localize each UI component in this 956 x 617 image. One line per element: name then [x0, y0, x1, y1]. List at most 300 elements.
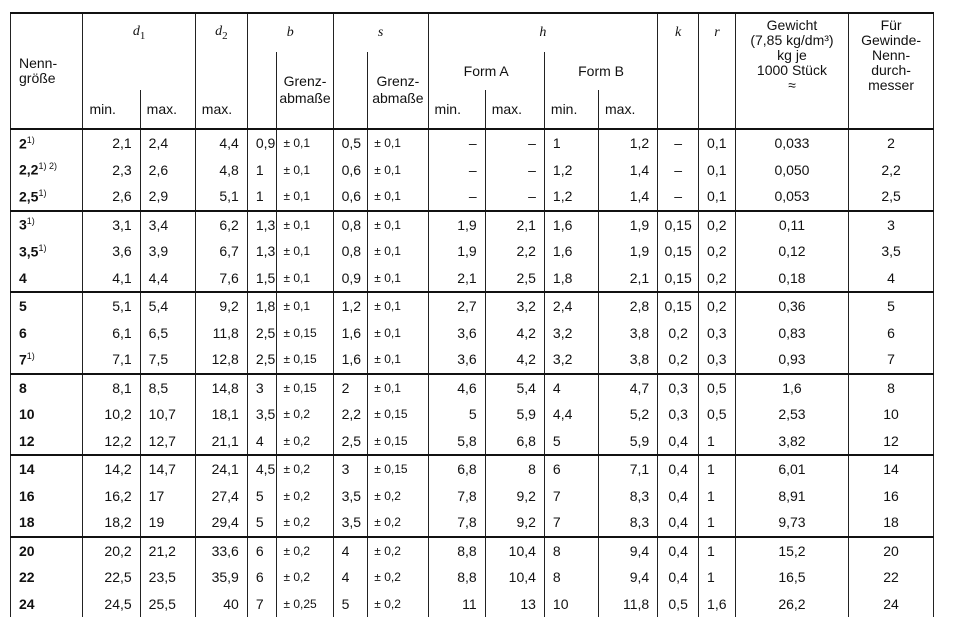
cell-r: 0,1	[699, 183, 736, 211]
cell-gewinde-durchmesser: 3	[849, 211, 934, 239]
table-row	[11, 591, 934, 617]
cell-gewicht: 0,18	[735, 265, 848, 293]
cell-b: 2,5	[247, 346, 277, 374]
cell-gewinde-durchmesser: 7	[849, 346, 934, 374]
cell-form-b-max: 7,1	[599, 455, 658, 483]
cell-k: 0,5	[658, 591, 699, 617]
cell-gewicht: 0,36	[735, 292, 848, 320]
cell-b: 6	[247, 564, 277, 591]
cell-b-tolerance: ± 0,1	[277, 265, 333, 293]
cell-k: 0,4	[658, 564, 699, 591]
cell-k: 0,4	[658, 509, 699, 537]
header-form-b-max: max.	[599, 90, 658, 129]
cell-form-a-max: 3,2	[485, 292, 544, 320]
cell-nenngroesse	[11, 346, 83, 374]
cell-s-tolerance: ± 0,1	[368, 292, 428, 320]
table-row	[11, 183, 934, 211]
cell-s-tolerance: ± 0,2	[368, 483, 428, 510]
table-row	[11, 320, 934, 347]
footnote-marker: 1)	[27, 351, 35, 361]
cell-s: 1,2	[333, 292, 368, 320]
header-form-a: Form A	[428, 52, 544, 90]
cell-b: 4,5	[247, 455, 277, 483]
cell-s: 0,8	[333, 211, 368, 239]
cell-d2-max: 24,1	[195, 455, 247, 483]
cell-r: 0,3	[699, 320, 736, 347]
cell-form-a-min: 1,9	[428, 238, 485, 265]
table-row	[11, 211, 934, 239]
cell-b-tolerance: ± 0,25	[277, 591, 333, 617]
header-h: h	[428, 13, 658, 52]
cell-form-a-max: 10,4	[485, 537, 544, 565]
cell-gewinde-durchmesser: 18	[849, 509, 934, 537]
cell-b-tolerance: ± 0,2	[277, 455, 333, 483]
footnote-marker: 1)	[38, 243, 46, 253]
cell-form-a-max: –	[485, 157, 544, 184]
cell-form-a-max: 9,2	[485, 509, 544, 537]
washer-dimension-table-sheet	[10, 12, 934, 612]
header-form-b: Form B	[544, 52, 657, 90]
cell-form-b-max: 2,1	[599, 265, 658, 293]
cell-s: 0,6	[333, 183, 368, 211]
cell-s-tolerance: ± 0,1	[368, 157, 428, 184]
cell-d2-max: 18,1	[195, 401, 247, 428]
nenngroesse-value: 8	[19, 380, 27, 396]
cell-s: 2,5	[333, 428, 368, 456]
cell-s-tolerance: ± 0,1	[368, 346, 428, 374]
cell-gewicht: 1,6	[735, 374, 848, 402]
cell-b-tolerance: ± 0,2	[277, 401, 333, 428]
cell-k: 0,3	[658, 374, 699, 402]
cell-nenngroesse	[11, 537, 83, 565]
cell-form-b-min: 6	[544, 455, 598, 483]
cell-r: 0,1	[699, 129, 736, 157]
cell-form-b-max: 3,8	[599, 346, 658, 374]
cell-d1-max: 21,2	[140, 537, 195, 565]
cell-gewinde-durchmesser: 14	[849, 455, 934, 483]
header-d2: $d_2$	[195, 13, 247, 52]
table-row	[11, 428, 934, 456]
cell-r: 1	[699, 428, 736, 456]
cell-form-b-min: 1,6	[544, 238, 598, 265]
nenngroesse-value: 10	[19, 406, 35, 422]
cell-form-a-max: 5,9	[485, 401, 544, 428]
cell-gewinde-durchmesser: 5	[849, 292, 934, 320]
cell-gewicht: 0,050	[735, 157, 848, 184]
cell-r: 0,3	[699, 346, 736, 374]
cell-r: 0,2	[699, 211, 736, 239]
cell-s-tolerance: ± 0,15	[368, 401, 428, 428]
cell-d2-max: 11,8	[195, 320, 247, 347]
cell-r: 1	[699, 483, 736, 510]
cell-s-tolerance: ± 0,1	[368, 374, 428, 402]
cell-form-a-min: 8,8	[428, 537, 485, 565]
cell-form-b-min: 10	[544, 591, 598, 617]
cell-form-a-max: 9,2	[485, 483, 544, 510]
table-row	[11, 537, 934, 565]
cell-k: 0,4	[658, 537, 699, 565]
cell-nenngroesse	[11, 455, 83, 483]
cell-d2-max: 14,8	[195, 374, 247, 402]
nenngroesse-value: 3,5	[19, 244, 38, 260]
cell-form-b-max: 4,7	[599, 374, 658, 402]
nenngroesse-value: 7	[19, 352, 27, 368]
cell-s-tolerance: ± 0,1	[368, 320, 428, 347]
nenngroesse-value: 2	[19, 136, 27, 152]
cell-b: 1	[247, 183, 277, 211]
cell-k: –	[658, 183, 699, 211]
cell-r: 1	[699, 455, 736, 483]
cell-form-a-max: –	[485, 183, 544, 211]
nenngroesse-value: 18	[19, 514, 35, 530]
cell-nenngroesse	[11, 211, 83, 239]
cell-gewicht: 15,2	[735, 537, 848, 565]
cell-form-a-min: 5	[428, 401, 485, 428]
cell-b: 3,5	[247, 401, 277, 428]
cell-r: 0,1	[699, 157, 736, 184]
cell-form-a-max: 6,8	[485, 428, 544, 456]
cell-s-tolerance: ± 0,2	[368, 537, 428, 565]
cell-r: 0,5	[699, 401, 736, 428]
cell-k: 0,15	[658, 211, 699, 239]
cell-gewicht: 0,033	[735, 129, 848, 157]
cell-nenngroesse	[11, 265, 83, 293]
cell-d1-min: 8,1	[83, 374, 140, 402]
cell-form-a-min: 2,7	[428, 292, 485, 320]
cell-gewinde-durchmesser: 8	[849, 374, 934, 402]
nenngroesse-value: 2,5	[19, 189, 38, 205]
cell-d1-min: 5,1	[83, 292, 140, 320]
cell-form-b-max: 9,4	[599, 564, 658, 591]
cell-d2-max: 5,1	[195, 183, 247, 211]
nenngroesse-value: 6	[19, 325, 27, 341]
cell-r: 1	[699, 509, 736, 537]
header-gewinde-durchmesser: Für Gewinde- Nenn- durch- messer	[849, 13, 934, 129]
cell-form-b-max: 1,4	[599, 183, 658, 211]
cell-b-tolerance: ± 0,2	[277, 428, 333, 456]
cell-s: 3,5	[333, 509, 368, 537]
nenngroesse-value: 20	[19, 543, 35, 559]
cell-form-b-max: 1,4	[599, 157, 658, 184]
table-row	[11, 292, 934, 320]
cell-r: 0,2	[699, 292, 736, 320]
cell-s: 0,5	[333, 129, 368, 157]
cell-b: 1,3	[247, 238, 277, 265]
table-row	[11, 346, 934, 374]
cell-nenngroesse	[11, 157, 83, 184]
cell-s-tolerance: ± 0,1	[368, 265, 428, 293]
nenngroesse-value: 4	[19, 270, 27, 286]
cell-gewinde-durchmesser: 4	[849, 265, 934, 293]
cell-k: 0,2	[658, 320, 699, 347]
cell-nenngroesse	[11, 483, 83, 510]
cell-r: 0,5	[699, 374, 736, 402]
cell-b: 5	[247, 483, 277, 510]
cell-form-b-min: 1,2	[544, 157, 598, 184]
cell-form-b-max: 11,8	[599, 591, 658, 617]
table-row	[11, 401, 934, 428]
cell-form-a-max: 4,2	[485, 346, 544, 374]
cell-form-a-min: –	[428, 129, 485, 157]
table-body	[11, 129, 934, 617]
cell-form-a-min: 5,8	[428, 428, 485, 456]
cell-nenngroesse	[11, 564, 83, 591]
cell-gewicht: 0,11	[735, 211, 848, 239]
table-row	[11, 374, 934, 402]
table-row	[11, 238, 934, 265]
cell-d2-max: 33,6	[195, 537, 247, 565]
cell-b: 0,9	[247, 129, 277, 157]
cell-gewicht: 26,2	[735, 591, 848, 617]
table-row	[11, 129, 934, 157]
cell-b-tolerance: ± 0,1	[277, 129, 333, 157]
cell-k: 0,15	[658, 292, 699, 320]
cell-d1-min: 6,1	[83, 320, 140, 347]
table-row	[11, 564, 934, 591]
cell-k: –	[658, 157, 699, 184]
cell-form-a-min: –	[428, 183, 485, 211]
cell-gewinde-durchmesser: 22	[849, 564, 934, 591]
cell-form-a-min: 11	[428, 591, 485, 617]
cell-form-a-max: 2,5	[485, 265, 544, 293]
cell-s: 1,6	[333, 346, 368, 374]
cell-b: 6	[247, 537, 277, 565]
cell-s: 0,9	[333, 265, 368, 293]
cell-s: 2,2	[333, 401, 368, 428]
header-k: k	[658, 13, 699, 52]
cell-form-b-min: 1,2	[544, 183, 598, 211]
cell-d1-max: 8,5	[140, 374, 195, 402]
cell-b: 1	[247, 157, 277, 184]
cell-r: 1,6	[699, 591, 736, 617]
cell-nenngroesse	[11, 428, 83, 456]
cell-form-b-max: 9,4	[599, 537, 658, 565]
cell-b: 4	[247, 428, 277, 456]
table-row	[11, 509, 934, 537]
cell-d1-max: 6,5	[140, 320, 195, 347]
cell-form-b-max: 8,3	[599, 483, 658, 510]
cell-form-a-max: 2,2	[485, 238, 544, 265]
cell-s: 0,8	[333, 238, 368, 265]
cell-d1-min: 22,5	[83, 564, 140, 591]
cell-form-a-min: 8,8	[428, 564, 485, 591]
cell-s-tolerance: ± 0,1	[368, 129, 428, 157]
footnote-marker: 1) 2)	[38, 161, 57, 171]
cell-d1-max: 25,5	[140, 591, 195, 617]
header-b-grenzabmasse: Grenz- abmaße	[277, 52, 333, 129]
cell-form-b-min: 2,4	[544, 292, 598, 320]
cell-nenngroesse	[11, 374, 83, 402]
cell-s-tolerance: ± 0,2	[368, 509, 428, 537]
cell-gewinde-durchmesser: 2	[849, 129, 934, 157]
cell-gewicht: 0,93	[735, 346, 848, 374]
cell-gewicht: 16,5	[735, 564, 848, 591]
cell-r: 1	[699, 564, 736, 591]
cell-d1-max: 3,4	[140, 211, 195, 239]
cell-s-tolerance: ± 0,1	[368, 183, 428, 211]
cell-gewinde-durchmesser: 6	[849, 320, 934, 347]
cell-gewicht: 0,053	[735, 183, 848, 211]
cell-gewinde-durchmesser: 20	[849, 537, 934, 565]
cell-r: 0,2	[699, 265, 736, 293]
cell-b: 5	[247, 509, 277, 537]
nenngroesse-value: 14	[19, 461, 35, 477]
cell-k: 0,4	[658, 455, 699, 483]
cell-d2-max: 9,2	[195, 292, 247, 320]
cell-d2-max: 7,6	[195, 265, 247, 293]
nenngroesse-value: 24	[19, 596, 35, 612]
cell-form-a-min: 3,6	[428, 320, 485, 347]
cell-nenngroesse	[11, 591, 83, 617]
cell-d2-max: 6,2	[195, 211, 247, 239]
cell-nenngroesse	[11, 129, 83, 157]
header-d1: $d_1$	[83, 13, 195, 52]
cell-d1-max: 12,7	[140, 428, 195, 456]
cell-form-b-max: 5,9	[599, 428, 658, 456]
nenngroesse-value: 2,2	[19, 162, 38, 178]
nenngroesse-value: 12	[19, 433, 35, 449]
cell-gewinde-durchmesser: 16	[849, 483, 934, 510]
header-gewicht: Gewicht (7,85 kg/dm³) kg je 1000 Stück ≈	[735, 13, 848, 129]
cell-b: 2,5	[247, 320, 277, 347]
cell-gewinde-durchmesser: 10	[849, 401, 934, 428]
cell-s: 4	[333, 537, 368, 565]
cell-k: 0,15	[658, 238, 699, 265]
cell-k: 0,2	[658, 346, 699, 374]
header-b: b	[247, 13, 333, 52]
cell-d1-min: 12,2	[83, 428, 140, 456]
cell-b-tolerance: ± 0,15	[277, 374, 333, 402]
cell-b: 1,8	[247, 292, 277, 320]
cell-b-tolerance: ± 0,1	[277, 183, 333, 211]
cell-form-b-max: 3,8	[599, 320, 658, 347]
cell-form-b-max: 5,2	[599, 401, 658, 428]
cell-form-a-max: 4,2	[485, 320, 544, 347]
cell-gewicht: 9,73	[735, 509, 848, 537]
cell-gewinde-durchmesser: 2,5	[849, 183, 934, 211]
cell-form-b-min: 1,6	[544, 211, 598, 239]
cell-b-tolerance: ± 0,1	[277, 211, 333, 239]
cell-form-a-min: 4,6	[428, 374, 485, 402]
cell-form-b-min: 4	[544, 374, 598, 402]
cell-form-a-min: 6,8	[428, 455, 485, 483]
cell-form-b-max: 2,8	[599, 292, 658, 320]
cell-d1-max: 5,4	[140, 292, 195, 320]
cell-d1-max: 19	[140, 509, 195, 537]
cell-d2-max: 29,4	[195, 509, 247, 537]
cell-form-b-min: 1,8	[544, 265, 598, 293]
cell-k: 0,4	[658, 483, 699, 510]
cell-nenngroesse	[11, 401, 83, 428]
cell-d1-max: 7,5	[140, 346, 195, 374]
nenngroesse-value: 3	[19, 217, 27, 233]
table-row	[11, 265, 934, 293]
cell-gewicht: 0,83	[735, 320, 848, 347]
cell-d2-max: 40	[195, 591, 247, 617]
cell-form-a-max: 2,1	[485, 211, 544, 239]
cell-d1-min: 3,6	[83, 238, 140, 265]
cell-form-a-max: 8	[485, 455, 544, 483]
cell-form-a-min: 2,1	[428, 265, 485, 293]
cell-gewinde-durchmesser: 2,2	[849, 157, 934, 184]
cell-form-b-max: 1,9	[599, 211, 658, 239]
cell-d1-min: 2,3	[83, 157, 140, 184]
cell-b-tolerance: ± 0,15	[277, 320, 333, 347]
cell-form-a-max: 10,4	[485, 564, 544, 591]
cell-d1-max: 2,9	[140, 183, 195, 211]
header-d2-max: max.	[195, 90, 247, 129]
cell-form-b-min: 8	[544, 564, 598, 591]
cell-form-a-min: –	[428, 157, 485, 184]
cell-b: 1,3	[247, 211, 277, 239]
cell-gewicht: 3,82	[735, 428, 848, 456]
cell-form-a-min: 1,9	[428, 211, 485, 239]
header-nenngroesse: Nenn- größe	[11, 13, 83, 129]
cell-gewinde-durchmesser: 24	[849, 591, 934, 617]
cell-form-b-min: 3,2	[544, 320, 598, 347]
cell-b-tolerance: ± 0,1	[277, 157, 333, 184]
cell-form-b-min: 7	[544, 509, 598, 537]
cell-d1-min: 14,2	[83, 455, 140, 483]
cell-s-tolerance: ± 0,2	[368, 564, 428, 591]
cell-d1-max: 17	[140, 483, 195, 510]
cell-b-tolerance: ± 0,1	[277, 238, 333, 265]
cell-r: 0,2	[699, 238, 736, 265]
cell-b-tolerance: ± 0,2	[277, 537, 333, 565]
cell-nenngroesse	[11, 183, 83, 211]
nenngroesse-value: 5	[19, 298, 27, 314]
cell-d1-max: 23,5	[140, 564, 195, 591]
cell-form-b-max: 1,9	[599, 238, 658, 265]
cell-gewicht: 6,01	[735, 455, 848, 483]
washer-dimension-table	[10, 12, 934, 617]
cell-form-a-min: 7,8	[428, 509, 485, 537]
cell-k: 0,4	[658, 428, 699, 456]
cell-d2-max: 21,1	[195, 428, 247, 456]
nenngroesse-value: 22	[19, 569, 35, 585]
cell-form-b-max: 1,2	[599, 129, 658, 157]
cell-d2-max: 27,4	[195, 483, 247, 510]
cell-b: 1,5	[247, 265, 277, 293]
cell-s: 2	[333, 374, 368, 402]
cell-d1-max: 10,7	[140, 401, 195, 428]
cell-d1-min: 4,1	[83, 265, 140, 293]
cell-gewinde-durchmesser: 12	[849, 428, 934, 456]
cell-b-tolerance: ± 0,2	[277, 509, 333, 537]
cell-s-tolerance: ± 0,15	[368, 455, 428, 483]
cell-d1-min: 24,5	[83, 591, 140, 617]
cell-d1-max: 2,4	[140, 129, 195, 157]
cell-d1-max: 4,4	[140, 265, 195, 293]
cell-d1-min: 2,1	[83, 129, 140, 157]
cell-s-tolerance: ± 0,2	[368, 591, 428, 617]
cell-b-tolerance: ± 0,15	[277, 346, 333, 374]
cell-form-b-max: 8,3	[599, 509, 658, 537]
cell-d1-min: 18,2	[83, 509, 140, 537]
cell-s-tolerance: ± 0,15	[368, 428, 428, 456]
cell-b-tolerance: ± 0,1	[277, 292, 333, 320]
header-form-a-min: min.	[428, 90, 485, 129]
cell-b: 3	[247, 374, 277, 402]
cell-form-a-min: 7,8	[428, 483, 485, 510]
footnote-marker: 1)	[27, 216, 35, 226]
cell-d2-max: 4,4	[195, 129, 247, 157]
footnote-marker: 1)	[27, 135, 35, 145]
cell-form-b-min: 4,4	[544, 401, 598, 428]
table-row	[11, 483, 934, 510]
header-d1-min: min.	[83, 90, 140, 129]
cell-d2-max: 6,7	[195, 238, 247, 265]
